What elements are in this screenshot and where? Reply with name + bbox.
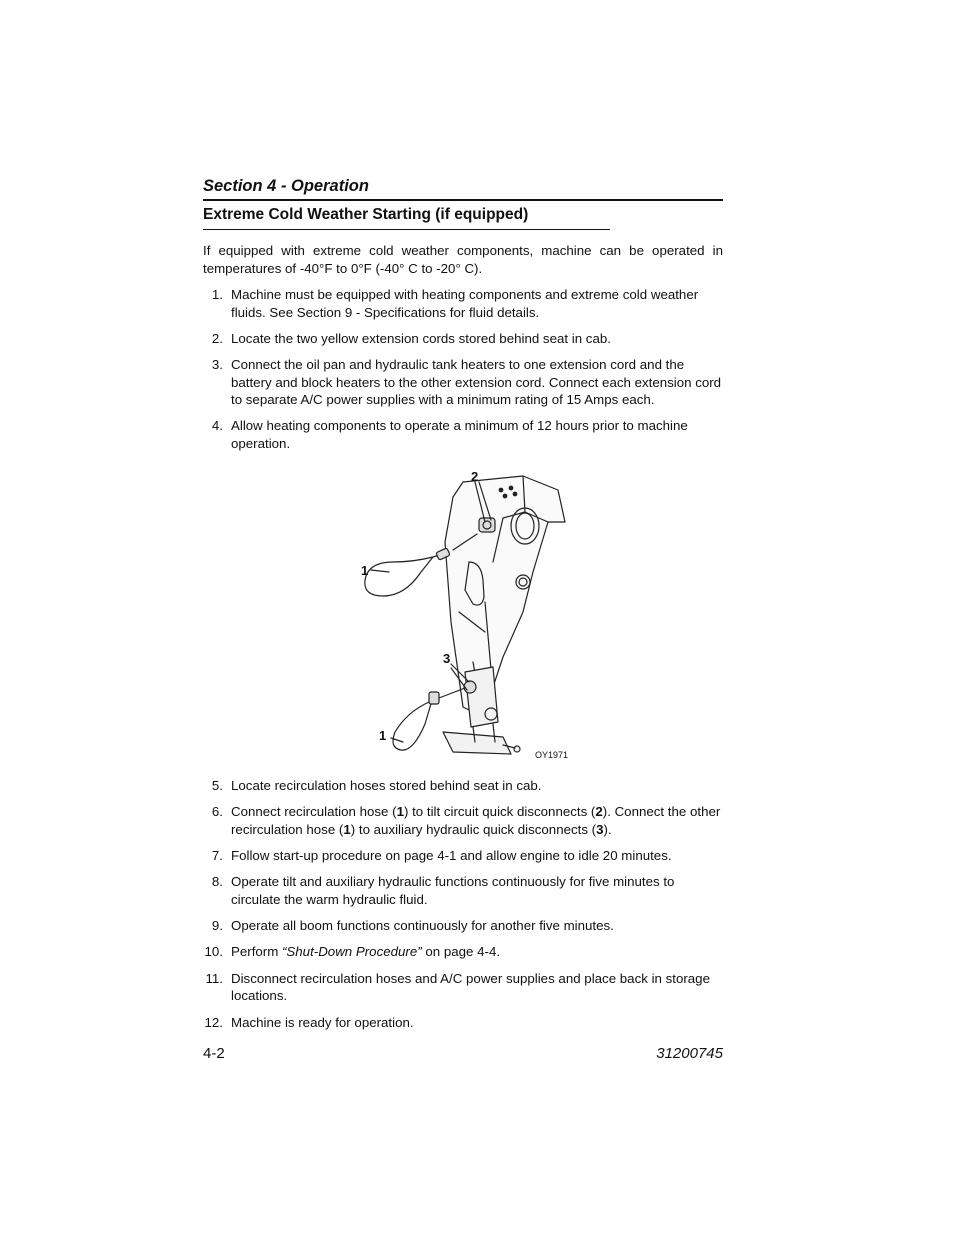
- intro-paragraph: If equipped with extreme cold weather components, machine can be operated in temperatures of -40°F to 0°F (-40° C to -20° C).: [203, 243, 723, 276]
- list-item: [203, 873, 723, 908]
- step-number: 3.: [211, 357, 223, 373]
- text-run: ).: [603, 821, 612, 837]
- callout-3: 3: [443, 651, 451, 666]
- step-text: Follow start-up procedure on page 4-1 and allow engine to idle 20 minutes.: [231, 848, 672, 864]
- list-item: [203, 356, 723, 409]
- callout-2: 2: [471, 469, 479, 484]
- step-number: 7.: [211, 848, 223, 864]
- steps-list-part1: [203, 286, 723, 461]
- step-number: 4.: [211, 418, 223, 434]
- step-text: Operate tilt and auxiliary hydraulic functions continuously for five minutes to circulate the warm hydraulic fluid.: [231, 874, 675, 907]
- text-run: Perform: [231, 944, 282, 960]
- step-text: Locate the two yellow extension cords stored behind seat in cab.: [231, 330, 611, 346]
- step-number: 1.: [211, 287, 223, 302]
- list-item: [203, 417, 723, 452]
- step-number: 9.: [211, 918, 223, 934]
- list-item: [203, 847, 723, 865]
- step-text: Machine must be equipped with heating components and extreme cold weather fluids. See Section 9 - Specifications for fluid details.: [231, 287, 699, 320]
- step-text: Disconnect recirculation hoses and A/C power supplies and place back in storage locations.: [231, 970, 710, 1004]
- list-item: [203, 943, 723, 961]
- list-item: [203, 330, 723, 348]
- section-title: Section 4 - Operation: [203, 177, 369, 195]
- section-rule: [203, 199, 723, 201]
- steps-list-part2: [203, 777, 723, 1040]
- callout-ref: 1: [343, 821, 351, 837]
- step-number: 11.: [205, 970, 223, 986]
- step-number: 2.: [211, 330, 223, 346]
- text-run: ). Connect the other recirculation hose (: [231, 804, 721, 837]
- callout-ref: 1: [396, 804, 404, 820]
- text-run: on page 4-4.: [421, 944, 501, 960]
- figure-id: OY1971: [535, 750, 569, 760]
- list-item: [203, 286, 723, 321]
- step-text: Operate all boom functions continuously for another five minutes.: [231, 918, 614, 934]
- step-text: [231, 944, 500, 959]
- step-number: 6.: [211, 804, 223, 820]
- step-text: [231, 804, 720, 837]
- heading-underline: [203, 229, 610, 230]
- callout-1-lower: 1: [379, 728, 387, 743]
- step-number: 12.: [204, 1014, 223, 1030]
- list-item: [203, 803, 723, 838]
- step-text: Locate recirculation hoses stored behind seat in cab.: [231, 778, 542, 793]
- page-heading: Extreme Cold Weather Starting (if equipped): [203, 206, 529, 223]
- text-run: ) to tilt circuit quick disconnects (: [403, 804, 596, 820]
- list-item: [203, 917, 723, 935]
- list-item: [203, 970, 723, 1005]
- callout-ref: 2: [595, 804, 603, 820]
- callout-1-upper: 1: [361, 563, 369, 578]
- text-run: Connect recirculation hose (: [231, 804, 397, 820]
- cross-reference: “Shut-Down Procedure”: [281, 944, 422, 960]
- page-number: 4-2: [203, 1045, 225, 1062]
- text-run: ) to auxiliary hydraulic quick disconnects (: [350, 821, 597, 837]
- step-text: Connect the oil pan and hydraulic tank heaters to one extension cord and the battery and block heaters to the other extension cord. Connect each extension cord to separate A/C power supplies with a minimum rating of 15 Amps each.: [231, 357, 722, 408]
- list-item: [203, 1014, 723, 1032]
- step-number: 8.: [211, 874, 223, 890]
- step-number: 10.: [204, 944, 223, 960]
- step-number: 5.: [211, 778, 223, 793]
- callout-ref: 3: [596, 821, 604, 837]
- document-number: 31200745: [656, 1045, 723, 1062]
- boom-heater-connection-illustration: [353, 462, 593, 767]
- step-text: Machine is ready for operation.: [231, 1014, 414, 1030]
- step-text: Allow heating components to operate a minimum of 12 hours prior to machine operation.: [231, 418, 688, 451]
- list-item: [203, 777, 723, 795]
